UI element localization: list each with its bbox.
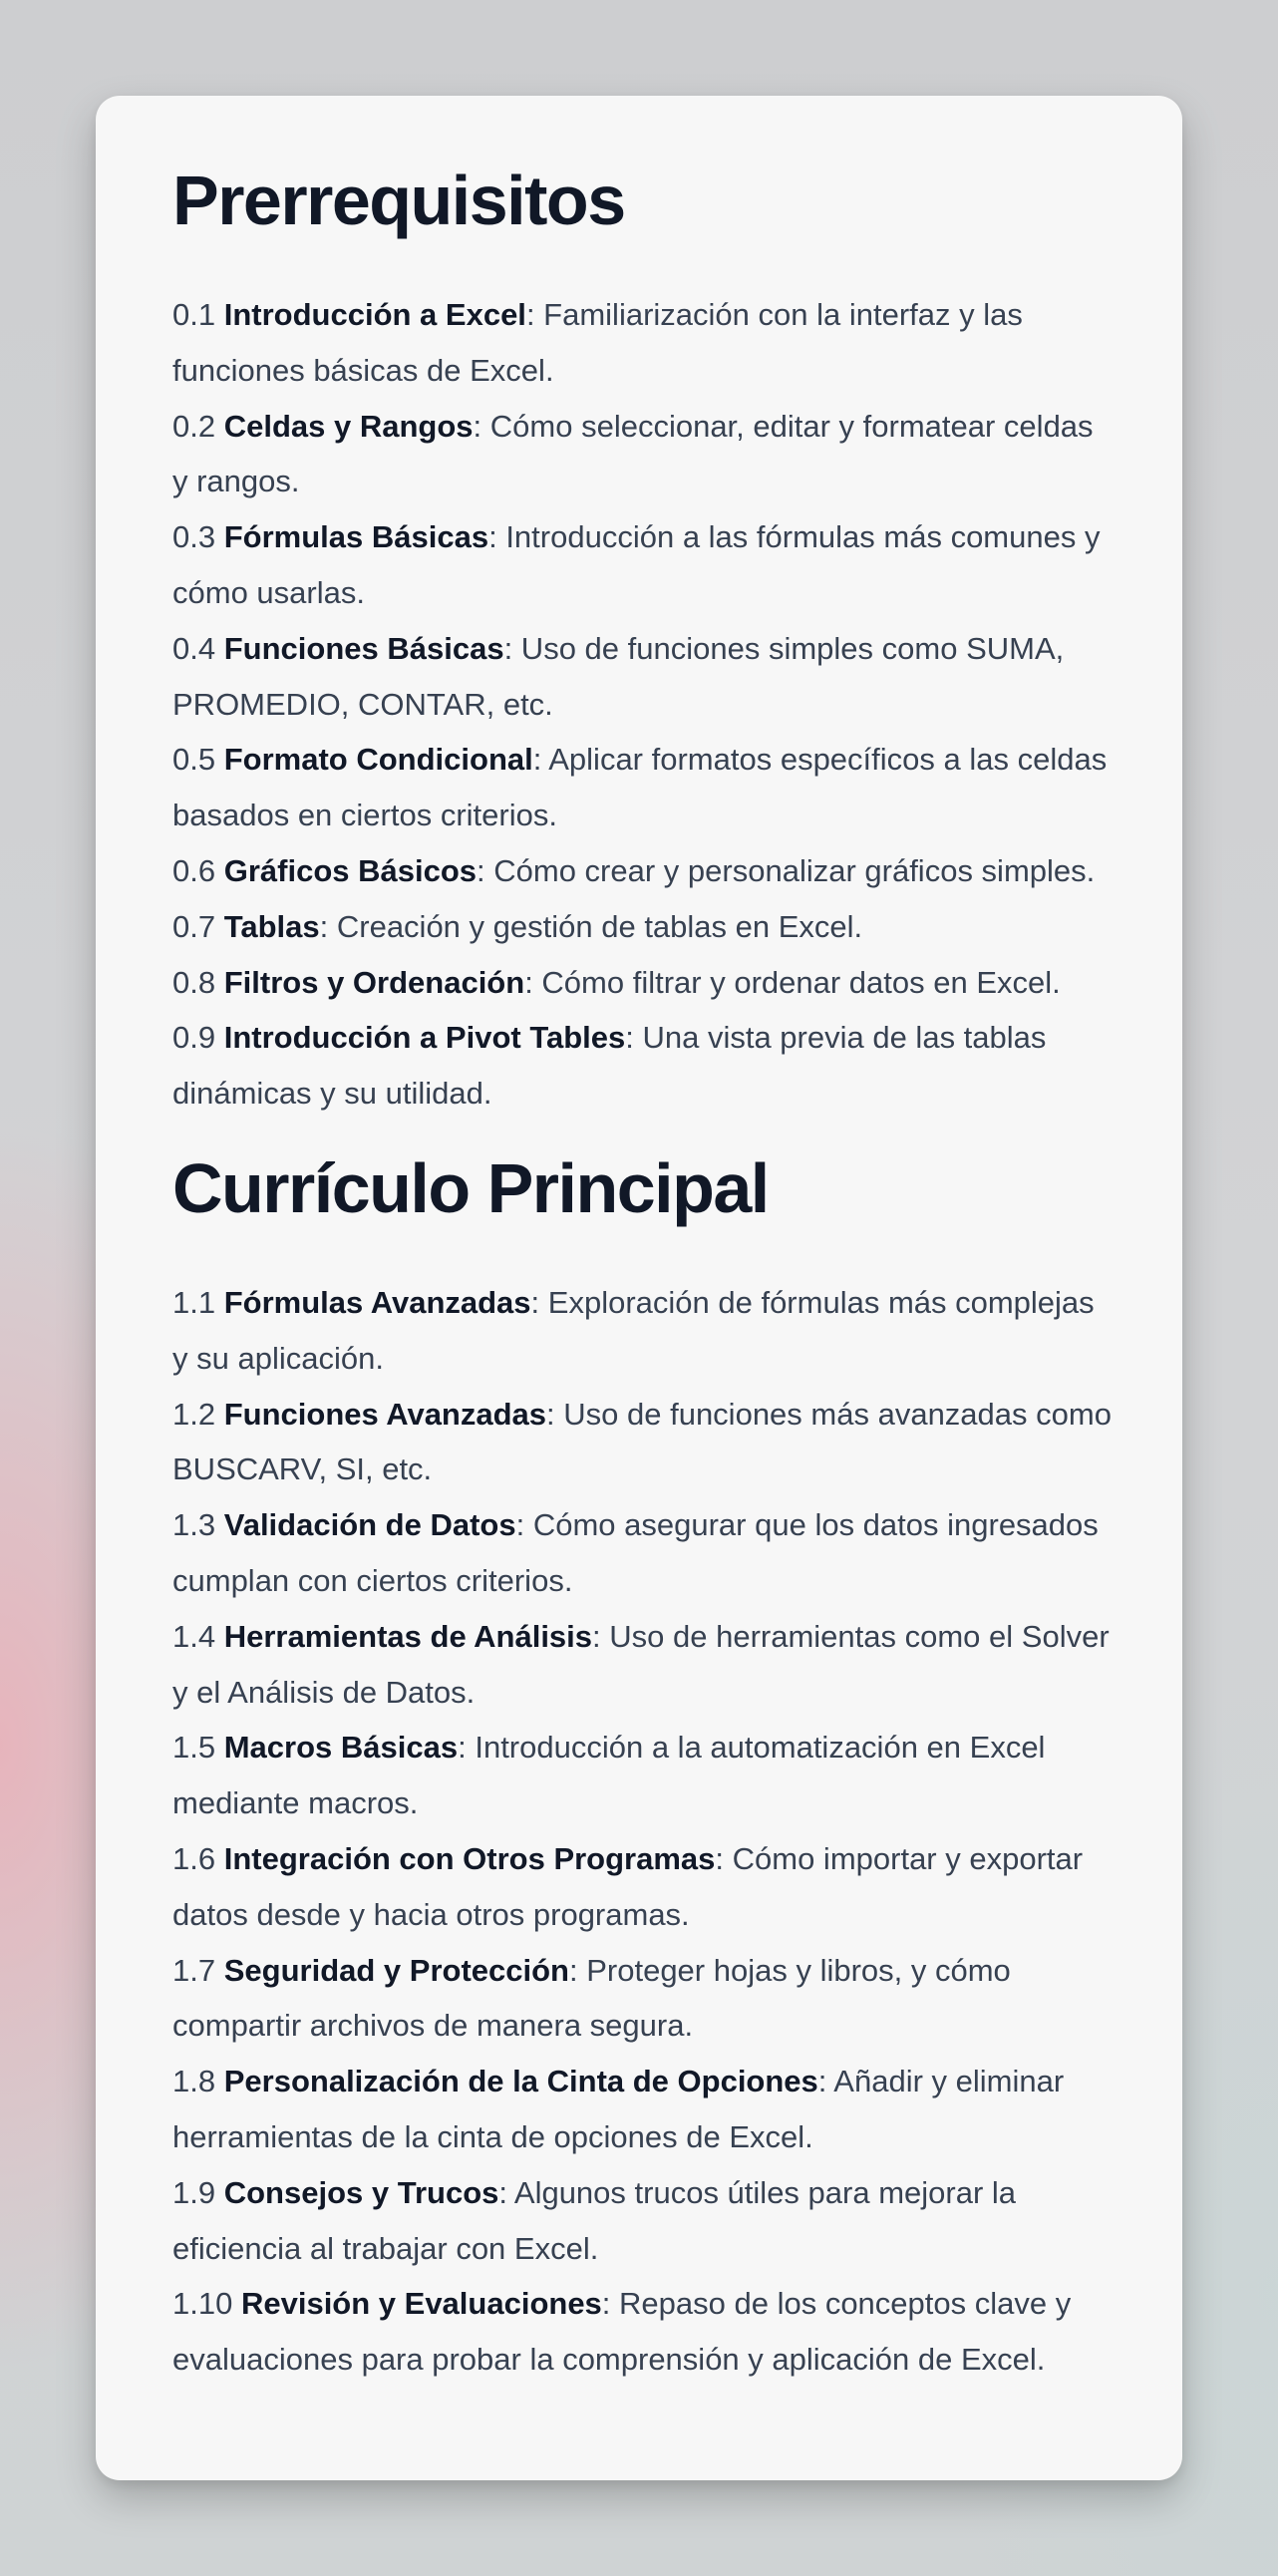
item-term: Formato Condicional	[223, 742, 533, 778]
item-number: 0.6	[172, 852, 216, 888]
item-term: Celdas y Rangos	[223, 408, 474, 444]
item-number: 1.8	[172, 2064, 216, 2099]
item-term: Revisión y Evaluaciones	[240, 2286, 602, 2322]
item-description: : Cómo importar y exportar datos desde y hacia otros programas.	[172, 1840, 1084, 1932]
list-item	[172, 2054, 1113, 2165]
item-description: : Introducción a las fórmulas más comunes y cómo usarlas.	[172, 519, 1101, 610]
item-number: 0.2	[172, 408, 216, 444]
list-item	[172, 732, 1113, 843]
item-term: Seguridad y Protección	[223, 1952, 569, 1988]
item-term: Fórmulas Básicas	[223, 519, 489, 555]
item-description: : Exploración de fórmulas más complejas y su aplicación.	[172, 1284, 1095, 1376]
item-number: 0.8	[172, 964, 216, 1000]
item-description: : Proteger hojas y libros, y cómo compartir archivos de manera segura.	[172, 1952, 1011, 2044]
list-item	[172, 1275, 1113, 1387]
list-item	[172, 399, 1113, 510]
item-description: : Añadir y eliminar herramientas de la cinta de opciones de Excel.	[172, 2064, 1065, 2154]
item-term: Filtros y Ordenación	[223, 964, 525, 1000]
item-term: Gráficos Básicos	[223, 852, 478, 888]
item-term: Funciones Avanzadas	[223, 1396, 547, 1432]
item-number: 0.1	[172, 297, 216, 332]
item-term: Macros Básicas	[223, 1730, 459, 1766]
item-description: : Repaso de los conceptos clave y evaluaciones para probar la comprensión y aplicación de Excel.	[172, 2286, 1072, 2378]
item-number: 0.7	[172, 908, 216, 944]
item-description: : Cómo seleccionar, editar y formatear celdas y rangos.	[172, 408, 1094, 499]
item-description: : Uso de funciones más avanzadas como BUSCARV, SI, etc.	[172, 1396, 1112, 1487]
item-description: : Cómo crear y personalizar gráficos simples.	[477, 852, 1096, 888]
item-term: Integración con Otros Programas	[223, 1840, 716, 1876]
item-term: Personalización de la Cinta de Opciones	[223, 2064, 818, 2099]
item-description: : Cómo asegurar que los datos ingresados cumplan con ciertos criterios.	[172, 1507, 1099, 1598]
item-term: Validación de Datos	[223, 1507, 516, 1543]
list-item	[172, 955, 1113, 1011]
item-number: 0.4	[172, 630, 216, 666]
item-number: 0.5	[172, 742, 216, 778]
section-title-prerequisites: Prerrequisitos	[172, 161, 625, 239]
item-term: Funciones Básicas	[223, 630, 504, 666]
item-number: 1.7	[172, 1952, 216, 1988]
list-item	[172, 1943, 1113, 2055]
item-term: Consejos y Trucos	[223, 2174, 499, 2210]
item-description: : Algunos trucos útiles para mejorar la eficiencia al trabajar con Excel.	[172, 2174, 1017, 2266]
list-item	[172, 509, 1113, 621]
item-number: 0.3	[172, 519, 216, 555]
item-term: Introducción a Pivot Tables	[223, 1020, 626, 1056]
item-description: : Familiarización con la interfaz y las funciones básicas de Excel.	[172, 297, 1023, 388]
section-title-main-curriculum: Currículo Principal	[172, 1148, 769, 1227]
item-description: : Uso de herramientas como el Solver y el Análisis de Datos.	[172, 1618, 1110, 1710]
item-term: Fórmulas Avanzadas	[223, 1284, 531, 1320]
list-item	[172, 1387, 1113, 1498]
item-number: 1.10	[172, 2286, 233, 2322]
item-description: : Uso de funciones simples como SUMA, PROMEDIO, CONTAR, etc.	[172, 630, 1065, 722]
item-number: 1.2	[172, 1396, 216, 1432]
list-item	[172, 843, 1113, 899]
item-number: 1.5	[172, 1730, 216, 1766]
item-description: : Cómo filtrar y ordenar datos en Excel.	[524, 964, 1061, 1000]
list-item	[172, 287, 1113, 399]
prerequisites-list	[172, 287, 1113, 1122]
list-item	[172, 2165, 1113, 2277]
item-number: 0.9	[172, 1020, 216, 1056]
item-number: 1.3	[172, 1507, 216, 1543]
content-card	[96, 96, 1182, 2480]
item-term: Tablas	[223, 908, 320, 944]
item-number: 1.4	[172, 1618, 216, 1654]
item-description: : Una vista previa de las tablas dinámicas y su utilidad.	[172, 1020, 1047, 1112]
item-number: 1.1	[172, 1284, 216, 1320]
list-item	[172, 1010, 1113, 1122]
list-item	[172, 621, 1113, 733]
item-description: : Aplicar formatos específicos a las celdas basados en ciertos criterios.	[172, 742, 1108, 833]
list-item	[172, 2276, 1113, 2388]
main-curriculum-list	[172, 1275, 1113, 2388]
item-description: : Introducción a la automatización en Excel mediante macros.	[172, 1730, 1046, 1821]
list-item	[172, 1609, 1113, 1721]
item-term: Introducción a Excel	[223, 297, 526, 332]
list-item	[172, 1497, 1113, 1609]
list-item	[172, 899, 1113, 955]
list-item	[172, 1720, 1113, 1831]
item-term: Herramientas de Análisis	[223, 1618, 593, 1654]
item-description: : Creación y gestión de tablas en Excel.	[319, 908, 863, 944]
list-item	[172, 1831, 1113, 1943]
item-number: 1.9	[172, 2174, 216, 2210]
item-number: 1.6	[172, 1840, 216, 1876]
